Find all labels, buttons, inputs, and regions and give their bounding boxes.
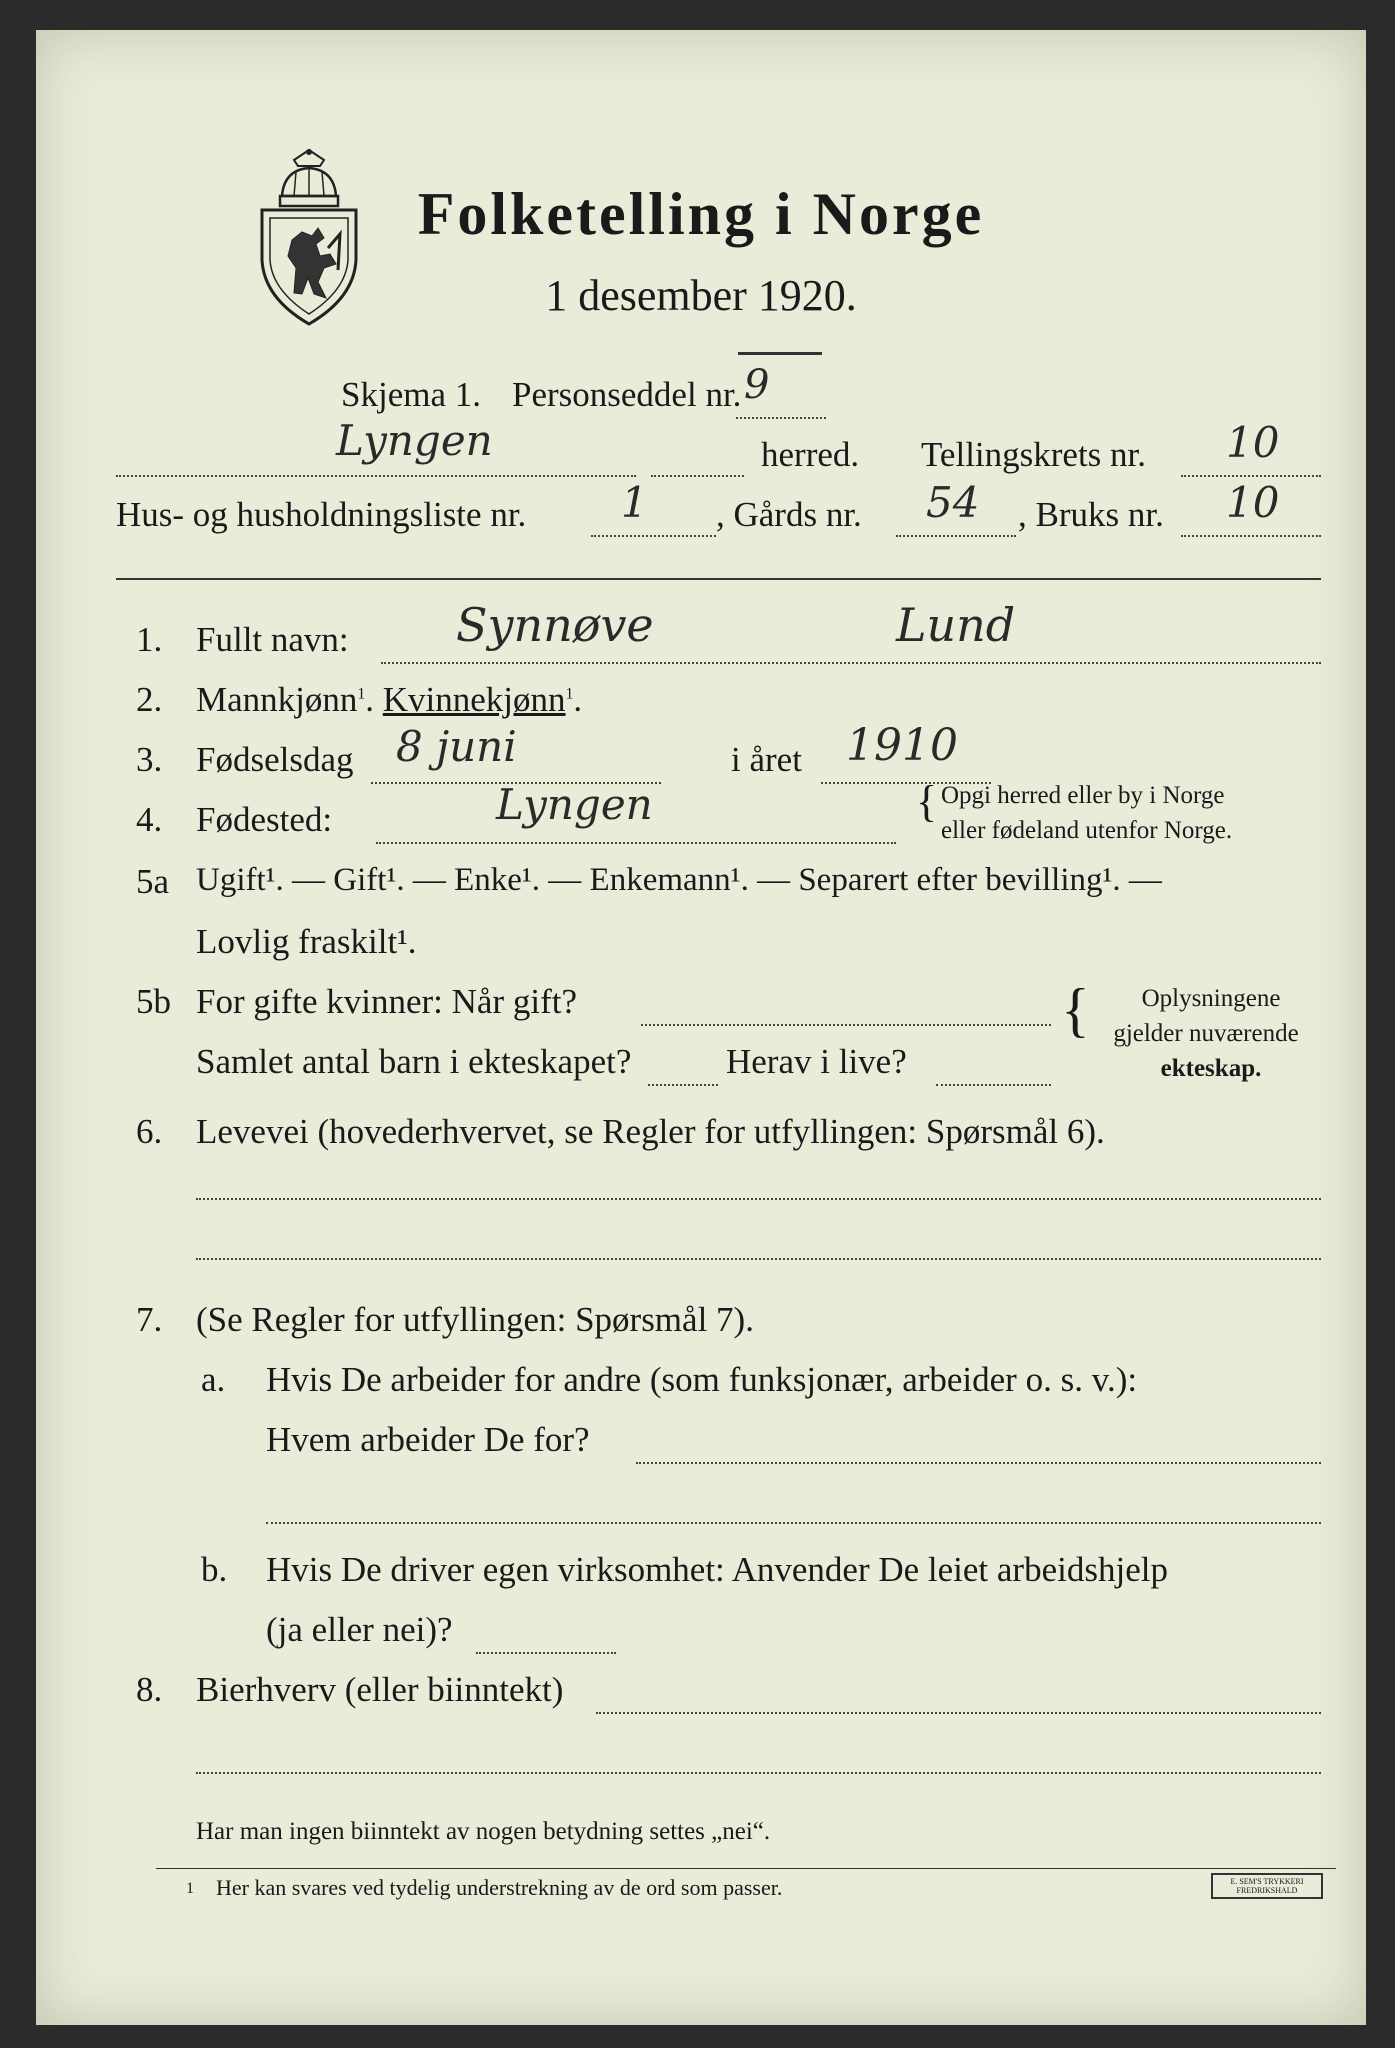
marriage-note-3: ekteskap. <box>1160 1055 1262 1082</box>
herred-value[interactable]: Lyngen <box>336 416 493 465</box>
full-name-first[interactable]: Synnøve <box>456 598 654 652</box>
occupation-label: Levevei (hovederhvervet, se Regler for utfyllingen: Spørsmål 6). <box>196 1112 1105 1151</box>
occupation-line-1[interactable] <box>196 1198 1321 1200</box>
gards-label: , Gårds nr. <box>716 495 862 534</box>
q7b-line-2: (ja eller nei)? <box>266 1610 453 1649</box>
q7a-line-1: Hvis De arbeider for andre (som funksjonær, arbeider o. s. v.): <box>266 1360 1138 1399</box>
husliste-label: Hus- og husholdningsliste nr. <box>116 495 527 534</box>
birthplace-note-2: eller fødeland utenfor Norge. <box>941 817 1233 844</box>
q3-number: 3. <box>136 740 163 779</box>
marriage-note-2: gjelder nuværende <box>1113 1020 1299 1047</box>
header-rule <box>116 578 1321 580</box>
children-alive-label: Herav i live? <box>726 1042 907 1081</box>
employer-field[interactable] <box>636 1462 1321 1464</box>
footnote-marker: 1 <box>186 1880 194 1897</box>
secondary-income-field-2[interactable] <box>196 1772 1321 1774</box>
hired-help-field[interactable] <box>476 1652 616 1654</box>
full-name-label: Fullt navn: <box>196 620 349 659</box>
birthplace-value[interactable]: Lyngen <box>496 780 653 829</box>
q7-label: (Se Regler for utfyllingen: Spørsmål 7). <box>196 1300 754 1339</box>
birth-year-label: i året <box>731 740 802 779</box>
q7a-number: a. <box>201 1360 226 1399</box>
gards-value[interactable]: 54 <box>926 478 980 527</box>
tellingskrets-value[interactable]: 10 <box>1226 418 1280 467</box>
q1-number: 1. <box>136 620 163 659</box>
q7b-number: b. <box>201 1550 228 1589</box>
occupation-line-2[interactable] <box>196 1258 1321 1260</box>
q2-number: 2. <box>136 680 163 719</box>
bruks-value[interactable]: 10 <box>1226 478 1280 527</box>
female-option[interactable]: Kvinnekjønn <box>382 680 566 719</box>
marriage-brace: { <box>1061 977 1090 1043</box>
tellingskrets-label: Tellingskrets nr. <box>921 435 1147 474</box>
q7-number: 7. <box>136 1300 163 1339</box>
q8-number: 8. <box>136 1670 163 1709</box>
marital-status-options[interactable]: Ugift¹. — Gift¹. — Enke¹. — Enkemann¹. — Separert efter bevilling¹. — <box>196 862 1162 898</box>
birthday-label: Fødselsdag <box>196 740 354 779</box>
footnote-rule <box>156 1868 1336 1869</box>
husliste-value[interactable]: 1 <box>621 478 648 527</box>
printer-stamp-line-2: FREDRIKSHALD <box>1236 1886 1298 1895</box>
male-option[interactable]: Mannkjønn <box>196 680 358 719</box>
herred-label: herred. <box>761 435 860 474</box>
personseddel-value[interactable]: 9 <box>744 362 770 408</box>
printer-stamp-line-1: E. SEM'S TRYKKERI <box>1230 1877 1304 1886</box>
census-date: 1 desember 1920. <box>545 271 857 320</box>
q4-number: 4. <box>136 800 163 839</box>
census-form-sheet <box>36 30 1366 2025</box>
secondary-income-label: Bierhverv (eller biinntekt) <box>196 1670 564 1709</box>
title-divider <box>738 352 822 355</box>
full-name-last[interactable]: Lund <box>896 598 1016 652</box>
printer-stamp <box>1211 1873 1323 1899</box>
secondary-income-field[interactable] <box>596 1712 1321 1714</box>
employer-label: Hvem arbeider De for? <box>266 1420 590 1459</box>
birthplace-label: Fødested: <box>196 800 333 839</box>
q6-number: 6. <box>136 1112 163 1151</box>
bruks-label: , Bruks nr. <box>1018 495 1164 534</box>
personseddel-label: Personseddel nr. <box>512 375 742 414</box>
married-when-label: For gifte kvinner: Når gift? <box>196 982 578 1021</box>
marriage-note-1: Oplysningene <box>1141 985 1281 1012</box>
q7b-line-1: Hvis De driver egen virksomhet: Anvender De leiet arbeidshjelp <box>266 1550 1168 1589</box>
children-total-label: Samlet antal barn i ekteskapet? <box>196 1042 632 1081</box>
sex-options: Mannkjønn$^1$. Kvinnekjønn$^1$. <box>196 680 583 719</box>
employer-field-2[interactable] <box>266 1522 1321 1524</box>
birthday-value[interactable]: 8 juni <box>396 722 517 771</box>
q5a-number: 5a <box>136 862 170 901</box>
form-title: Folketelling i Norge <box>417 181 985 247</box>
birthplace-brace: { <box>916 777 938 826</box>
no-income-note: Har man ingen biinntekt av nogen betydning settes „nei“. <box>196 1818 771 1845</box>
marital-status-divorced[interactable]: Lovlig fraskilt¹. <box>196 922 417 961</box>
footnote-text: Her kan svares ved tydelig understrekning av de ord som passer. <box>216 1875 783 1900</box>
q5b-number: 5b <box>136 982 171 1021</box>
birthplace-note-1: Opgi herred eller by i Norge <box>941 782 1225 809</box>
birth-year-value[interactable]: 1910 <box>846 720 958 771</box>
skjema-label: Skjema 1. <box>341 375 481 414</box>
